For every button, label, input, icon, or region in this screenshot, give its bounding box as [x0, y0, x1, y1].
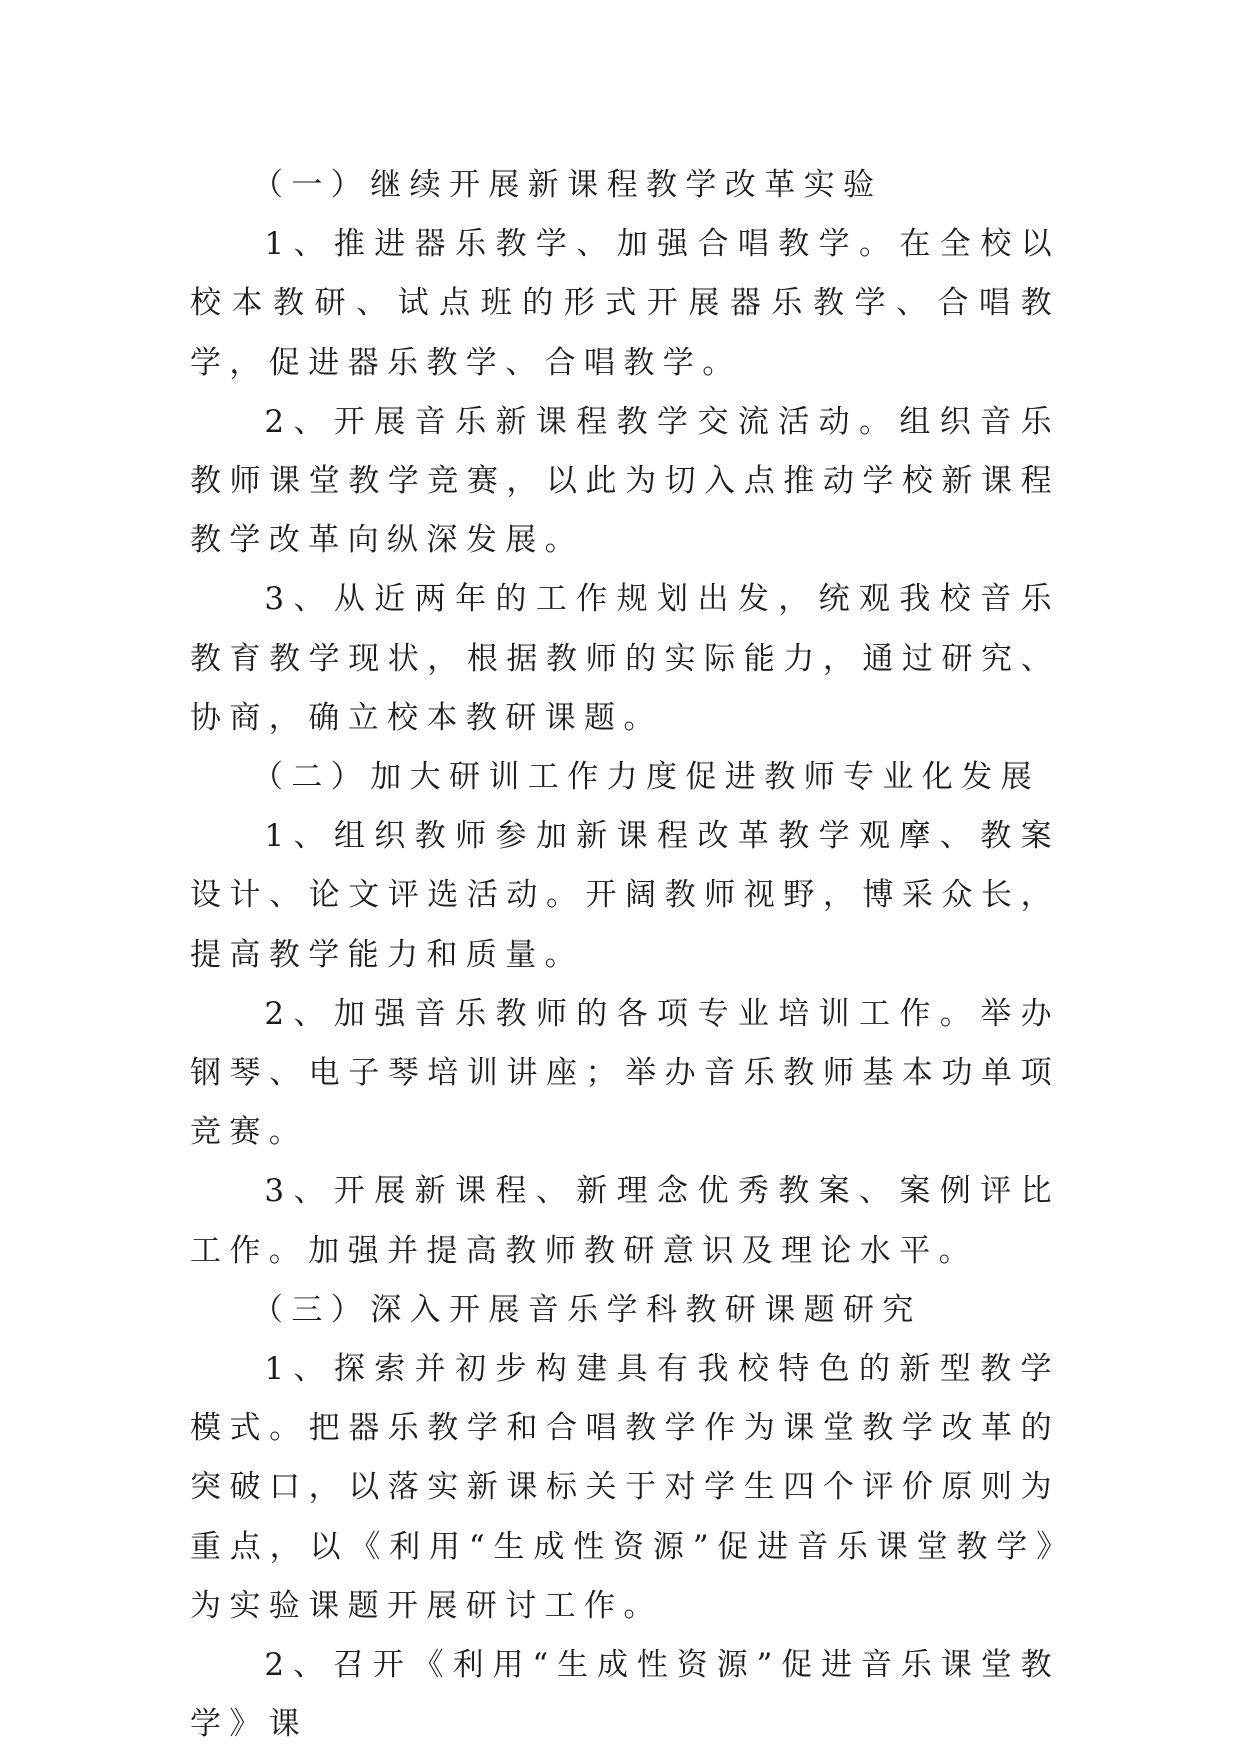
paragraph: 2、开展音乐新课程教学交流活动。组织音乐教师课堂教学竞赛，以此为切入点推动学校新课程教学改革向纵深发展。	[190, 403, 1060, 559]
section-heading-3: （三）深入开展音乐学科教研课题研究	[252, 1291, 922, 1328]
document-body	[190, 156, 1060, 1754]
paragraph: 2、加强音乐教师的各项专业培训工作。举办钢琴、电子琴培训讲座；举办音乐教师基本功单项竞赛。	[190, 995, 1060, 1151]
section-heading-2: （二）加大研训工作力度促进教师专业化发展	[252, 759, 1040, 796]
paragraph: 3、开展新课程、新理念优秀教案、案例评比工作。加强并提高教师教研意识及理论水平。	[190, 1173, 1060, 1269]
paragraph: 1、推进器乐教学、加强合唱教学。在全校以校本教研、试点班的形式开展器乐教学、合唱教学，促进器乐教学、合唱教学。	[190, 226, 1060, 381]
section-heading-1: （一）继续开展新课程教学改革实验	[252, 167, 883, 203]
paragraph: 1、组织教师参加新课程改革教学观摩、教案设计、论文评选活动。开阔教师视野，博采众长，提高教学能力和质量。	[190, 818, 1060, 973]
paragraph: 1、探索并初步构建具有我校特色的新型教学模式。把器乐教学和合唱教学作为课堂教学改革的突破口，以落实新课标关于对学生四个评价原则为重点，以《利用“生成性资源”促进音乐课堂教学》为实验课题开展研讨工作。	[190, 1351, 1060, 1624]
paragraph: 2、召开《利用“生成性资源”促进音乐课堂教学》课	[190, 1647, 1060, 1743]
paragraph: 3、从近两年的工作规划出发，统观我校音乐教育教学现状，根据教师的实际能力，通过研究、协商，确立校本教研课题。	[190, 581, 1060, 736]
